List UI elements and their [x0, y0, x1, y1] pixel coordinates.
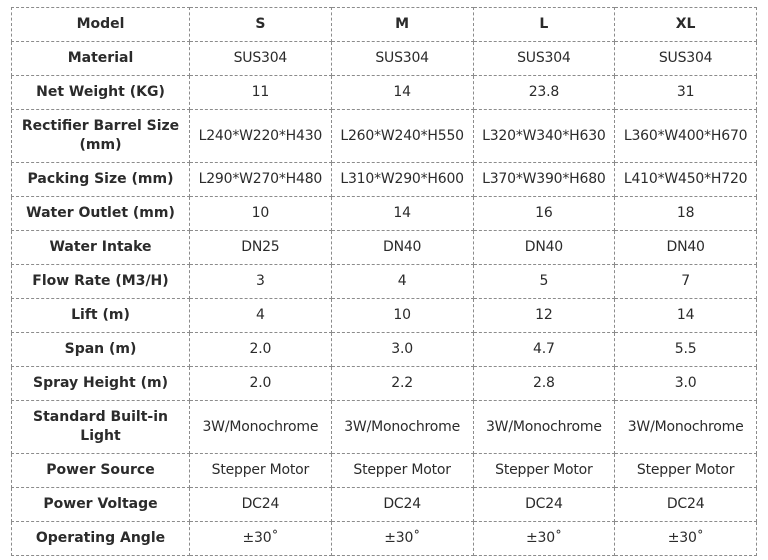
row-label: Flow Rate (M3/H)	[12, 265, 190, 299]
table-cell: ±30˚	[190, 522, 332, 556]
header-model-s: S	[190, 8, 332, 42]
table-cell: SUS304	[331, 42, 473, 76]
table-cell: Stepper Motor	[190, 454, 332, 488]
table-cell: 4	[190, 299, 332, 333]
table-cell: 5	[473, 265, 615, 299]
row-label: Span (m)	[12, 333, 190, 367]
table-cell: L290*W270*H480	[190, 163, 332, 197]
row-label: Water Intake	[12, 231, 190, 265]
table-cell: 3W/Monochrome	[331, 401, 473, 454]
table-cell: DC24	[331, 488, 473, 522]
table-cell: DC24	[190, 488, 332, 522]
header-model-m: M	[331, 8, 473, 42]
table-cell: Stepper Motor	[331, 454, 473, 488]
table-cell: DN40	[615, 231, 757, 265]
table-row	[12, 333, 757, 367]
table-row	[12, 454, 757, 488]
row-label: Power Voltage	[12, 488, 190, 522]
row-label: Power Source	[12, 454, 190, 488]
table-cell: ±30˚	[473, 522, 615, 556]
table-cell: DN40	[331, 231, 473, 265]
header-label-cell: Model	[12, 8, 190, 42]
table-row	[12, 299, 757, 333]
table-cell: L240*W220*H430	[190, 110, 332, 163]
header-model-l: L	[473, 8, 615, 42]
table-cell: 3W/Monochrome	[473, 401, 615, 454]
table-cell: 2.2	[331, 367, 473, 401]
table-cell: 3	[190, 265, 332, 299]
table-cell: L310*W290*H600	[331, 163, 473, 197]
table-cell: Stepper Motor	[473, 454, 615, 488]
row-label: Net Weight (KG)	[12, 76, 190, 110]
table-cell: 3.0	[615, 367, 757, 401]
table-cell: 16	[473, 197, 615, 231]
table-cell: 3W/Monochrome	[615, 401, 757, 454]
table-cell: SUS304	[615, 42, 757, 76]
table-cell: 3.0	[331, 333, 473, 367]
table-row	[12, 163, 757, 197]
table-cell: 23.8	[473, 76, 615, 110]
table-cell: ±30˚	[615, 522, 757, 556]
row-label: Rectifier Barrel Size (mm)	[12, 110, 190, 163]
table-cell: 7	[615, 265, 757, 299]
table-cell: 10	[331, 299, 473, 333]
table-cell: 14	[331, 197, 473, 231]
table-cell: ±30˚	[331, 522, 473, 556]
table-cell: 5.5	[615, 333, 757, 367]
table-cell: DC24	[615, 488, 757, 522]
table-cell: 2.8	[473, 367, 615, 401]
table-cell: 3W/Monochrome	[190, 401, 332, 454]
table-row	[12, 231, 757, 265]
table-cell: 18	[615, 197, 757, 231]
table-cell: DC24	[473, 488, 615, 522]
table-cell: 11	[190, 76, 332, 110]
table-row	[12, 488, 757, 522]
table-cell: L260*W240*H550	[331, 110, 473, 163]
table-row	[12, 197, 757, 231]
table-cell: 10	[190, 197, 332, 231]
table-cell: 31	[615, 76, 757, 110]
table-row	[12, 265, 757, 299]
table-cell: SUS304	[190, 42, 332, 76]
row-label: Material	[12, 42, 190, 76]
spec-table	[11, 7, 757, 556]
table-cell: 4	[331, 265, 473, 299]
table-row	[12, 367, 757, 401]
table-cell: 14	[615, 299, 757, 333]
table-cell: L360*W400*H670	[615, 110, 757, 163]
table-cell: 14	[331, 76, 473, 110]
row-label: Standard Built-in Light	[12, 401, 190, 454]
table-row	[12, 42, 757, 76]
table-cell: SUS304	[473, 42, 615, 76]
table-row	[12, 401, 757, 454]
table-row	[12, 76, 757, 110]
row-label: Spray Height (m)	[12, 367, 190, 401]
header-row	[12, 8, 757, 42]
header-model-xl: XL	[615, 8, 757, 42]
table-row	[12, 522, 757, 556]
table-cell: 2.0	[190, 367, 332, 401]
table-cell: 4.7	[473, 333, 615, 367]
row-label: Water Outlet (mm)	[12, 197, 190, 231]
row-label: Operating Angle	[12, 522, 190, 556]
table-cell: DN25	[190, 231, 332, 265]
table-row	[12, 110, 757, 163]
table-cell: DN40	[473, 231, 615, 265]
table-cell: 12	[473, 299, 615, 333]
row-label: Lift (m)	[12, 299, 190, 333]
table-cell: 2.0	[190, 333, 332, 367]
table-cell: L320*W340*H630	[473, 110, 615, 163]
table-cell: Stepper Motor	[615, 454, 757, 488]
table-cell: L370*W390*H680	[473, 163, 615, 197]
row-label: Packing Size (mm)	[12, 163, 190, 197]
table-cell: L410*W450*H720	[615, 163, 757, 197]
